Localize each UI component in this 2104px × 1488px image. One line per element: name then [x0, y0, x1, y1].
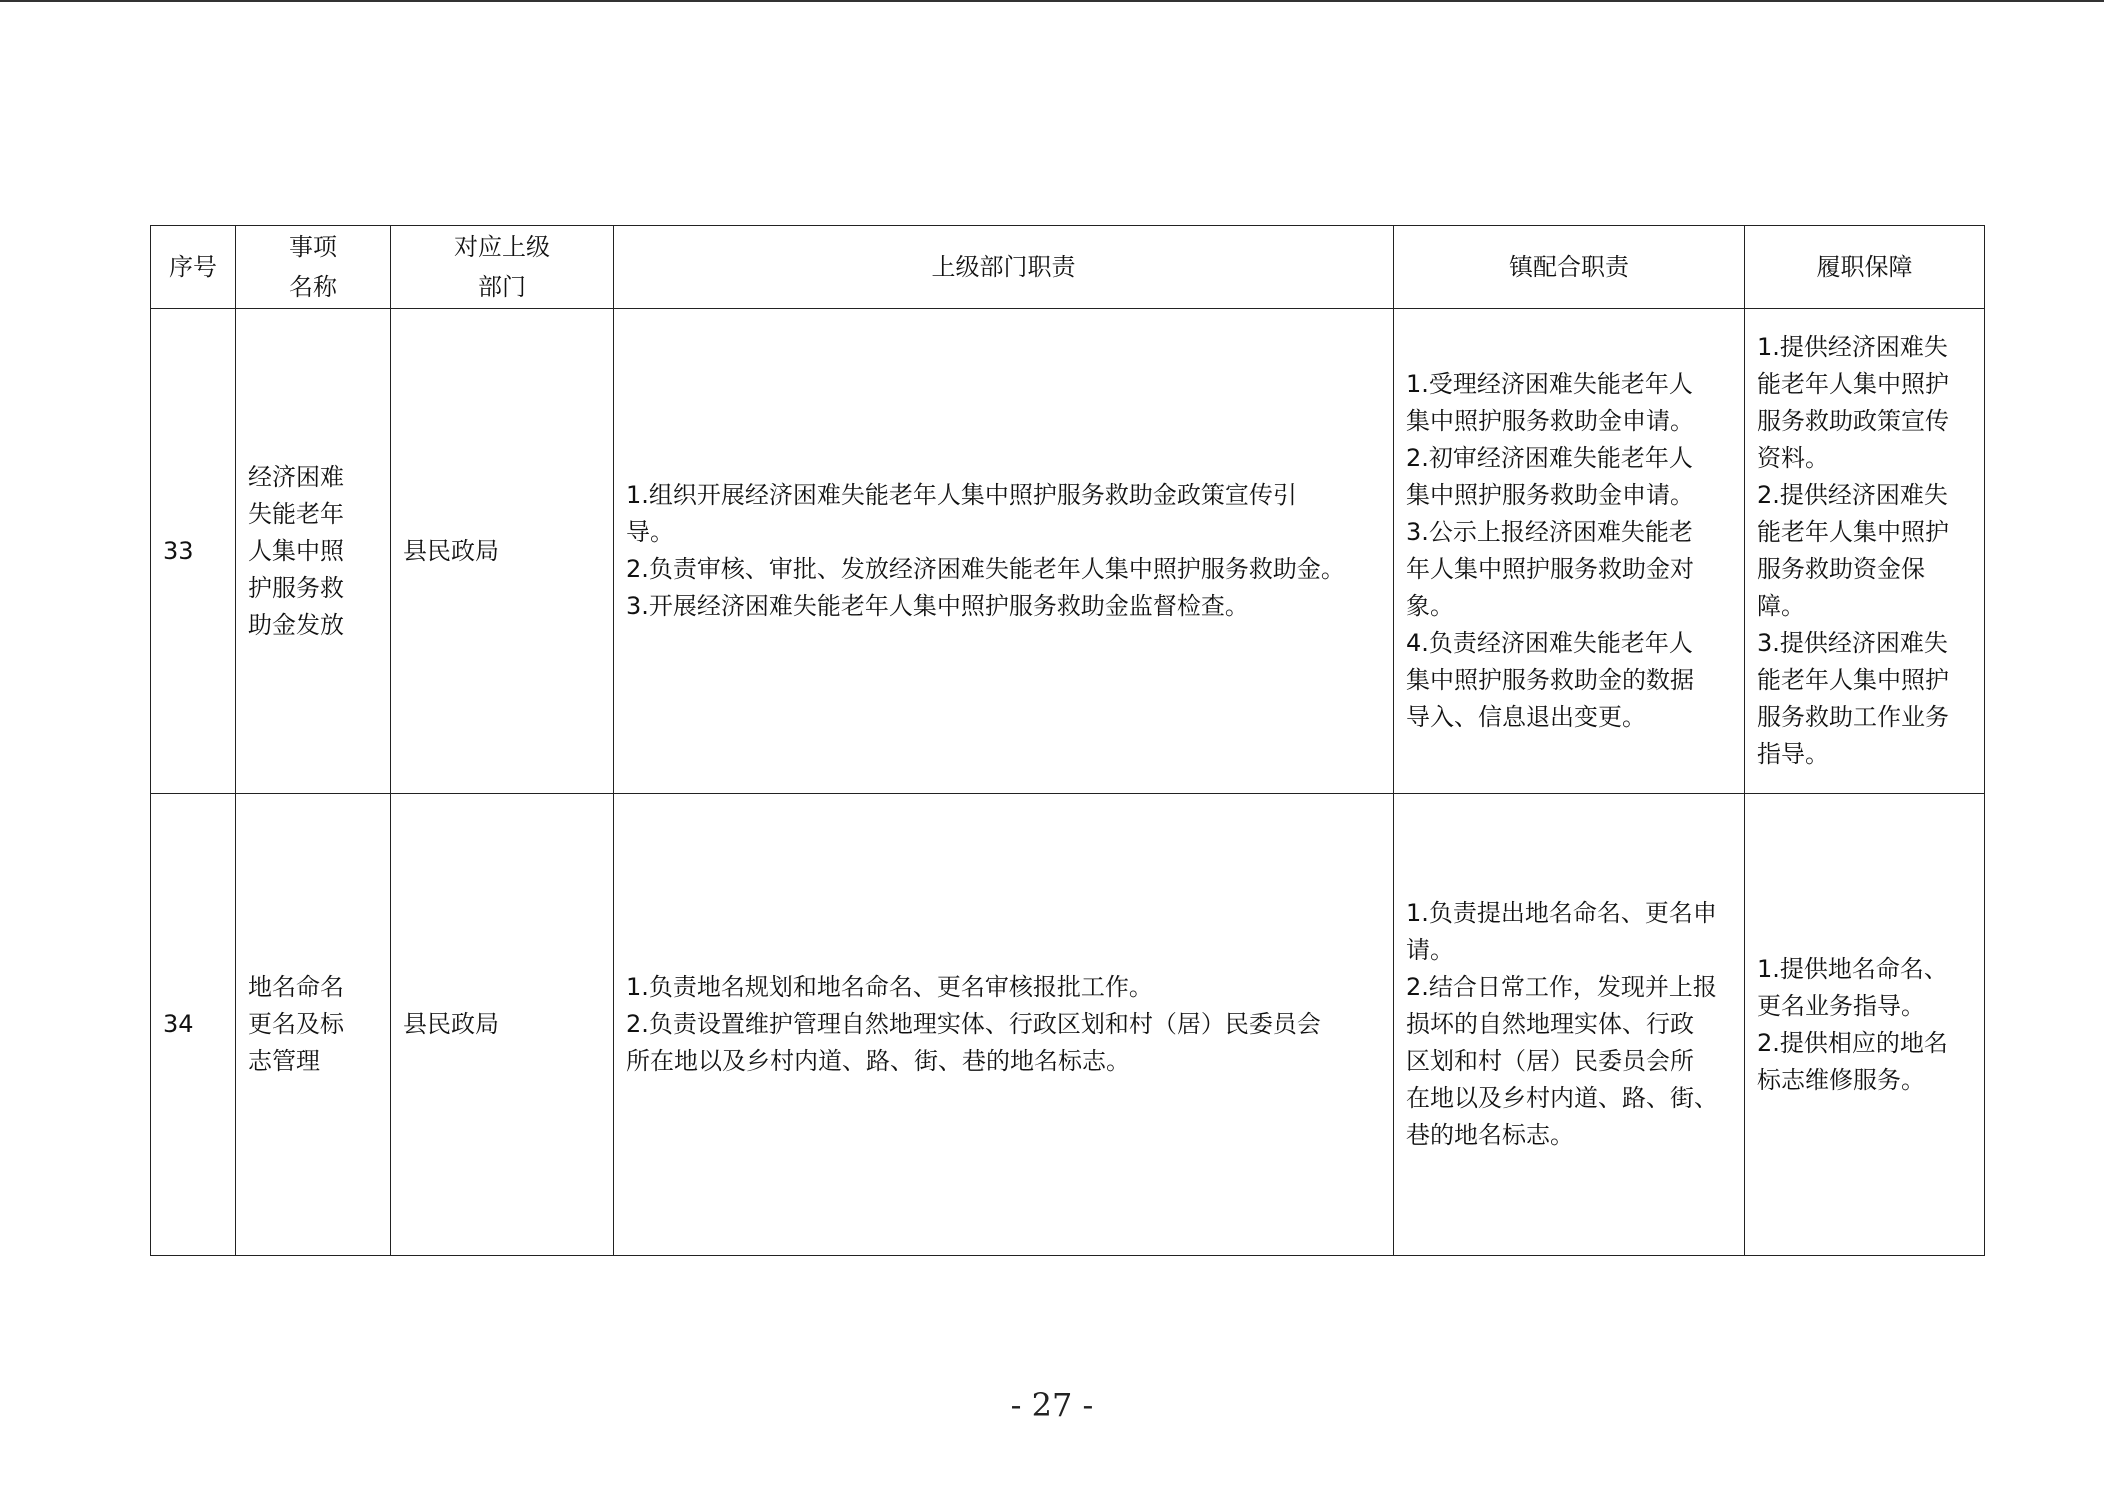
item-line: 失能老年	[248, 499, 344, 528]
town-duty-line: 2.初审经济困难失能老年人	[1406, 444, 1693, 472]
duties-table	[150, 225, 1985, 1256]
item-line: 经济困难	[248, 462, 344, 491]
guarantee-line: 更名业务指导。	[1757, 991, 1925, 1020]
item-line: 助金发放	[248, 610, 344, 639]
row-town-duty	[1394, 794, 1745, 1256]
town-duty-line: 集中照护服务救助金申请。	[1406, 481, 1694, 509]
guarantee-line: 服务救助工作业务	[1757, 703, 1949, 731]
guarantee-line: 障。	[1757, 592, 1805, 620]
row-item-name	[236, 309, 391, 794]
row-upper-duty	[614, 794, 1394, 1256]
header-dept-line: 部门	[478, 273, 526, 301]
town-duty-line: 4.负责经济困难失能老年人	[1406, 629, 1693, 657]
guarantee-line: 标志维修服务。	[1757, 1065, 1925, 1094]
town-duty-line: 1.负责提出地名命名、更名申	[1406, 899, 1717, 927]
header-row	[151, 226, 1985, 309]
town-duty-line: 在地以及乡村内道、路、街、	[1406, 1084, 1718, 1112]
table-row	[151, 309, 1985, 794]
town-duty-line: 请。	[1406, 936, 1454, 964]
row-dept: 县民政局	[391, 794, 614, 1256]
town-duty-line: 导入、信息退出变更。	[1406, 703, 1646, 731]
guarantee-line: 指导。	[1757, 740, 1829, 768]
guarantee-line: 2.提供经济困难失	[1757, 481, 1948, 509]
upper-duty-line: 2.负责审核、审批、发放经济困难失能老年人集中照护服务救助金。	[626, 555, 1345, 583]
guarantee-line: 能老年人集中照护	[1757, 666, 1949, 694]
guarantee-line: 能老年人集中照护	[1757, 370, 1949, 398]
town-duty-line: 象。	[1406, 592, 1454, 620]
town-duty-line: 集中照护服务救助金申请。	[1406, 407, 1694, 435]
town-duty-line: 3.公示上报经济困难失能老	[1406, 518, 1693, 546]
header-seq: 序号	[151, 226, 236, 309]
row-upper-duty	[614, 309, 1394, 794]
guarantee-line: 1.提供地名命名、	[1757, 954, 1948, 983]
header-guarantee: 履职保障	[1745, 226, 1985, 309]
row-seq: 33	[151, 309, 236, 794]
upper-duty-line: 1.组织开展经济困难失能老年人集中照护服务救助金政策宣传引	[626, 481, 1297, 509]
town-duty-line: 2.结合日常工作，发现并上报	[1406, 973, 1717, 1001]
item-line: 人集中照	[248, 536, 344, 565]
town-duty-line: 1.受理经济困难失能老年人	[1406, 370, 1693, 398]
top-border-line	[0, 0, 2104, 2]
table-row	[151, 794, 1985, 1256]
row-item-name	[236, 794, 391, 1256]
header-item-line: 事项	[289, 233, 337, 261]
header-upper-dept	[391, 226, 614, 309]
upper-duty-line: 3.开展经济困难失能老年人集中照护服务救助金监督检查。	[626, 592, 1249, 620]
town-duty-line: 区划和村（居）民委员会所	[1406, 1047, 1694, 1075]
header-item-name	[236, 226, 391, 309]
town-duty-line: 年人集中照护服务救助金对	[1406, 555, 1694, 583]
guarantee-line: 服务救助资金保	[1757, 555, 1925, 583]
upper-duty-line: 所在地以及乡村内道、路、街、巷的地名标志。	[626, 1047, 1130, 1075]
guarantee-line: 1.提供经济困难失	[1757, 333, 1948, 361]
guarantee-line: 3.提供经济困难失	[1757, 629, 1948, 657]
upper-duty-line: 导。	[626, 518, 674, 546]
row-town-duty	[1394, 309, 1745, 794]
guarantee-line: 2.提供相应的地名	[1757, 1028, 1948, 1057]
page-number: - 27 -	[1010, 1386, 1094, 1424]
header-upper-duty: 上级部门职责	[614, 226, 1394, 309]
row-dept: 县民政局	[391, 309, 614, 794]
header-town-duty: 镇配合职责	[1394, 226, 1745, 309]
upper-duty-line: 2.负责设置维护管理自然地理实体、行政区划和村（居）民委员会	[626, 1010, 1321, 1038]
upper-duty-line: 1.负责地名规划和地名命名、更名审核报批工作。	[626, 973, 1153, 1001]
town-duty-line: 损坏的自然地理实体、行政	[1406, 1010, 1694, 1038]
town-duty-line: 集中照护服务救助金的数据	[1406, 666, 1694, 694]
header-item-line: 名称	[289, 273, 337, 301]
town-duty-line: 巷的地名标志。	[1406, 1121, 1574, 1149]
guarantee-line: 服务救助政策宣传	[1757, 407, 1949, 435]
row-guarantee	[1745, 794, 1985, 1256]
item-line: 更名及标	[248, 1010, 344, 1038]
row-guarantee	[1745, 309, 1985, 794]
item-line: 护服务救	[248, 573, 344, 602]
guarantee-line: 资料。	[1757, 444, 1829, 472]
guarantee-line: 能老年人集中照护	[1757, 518, 1949, 546]
header-dept-line: 对应上级	[454, 233, 550, 261]
row-seq: 34	[151, 794, 236, 1256]
item-line: 地名命名	[248, 973, 344, 1001]
item-line: 志管理	[248, 1047, 320, 1075]
